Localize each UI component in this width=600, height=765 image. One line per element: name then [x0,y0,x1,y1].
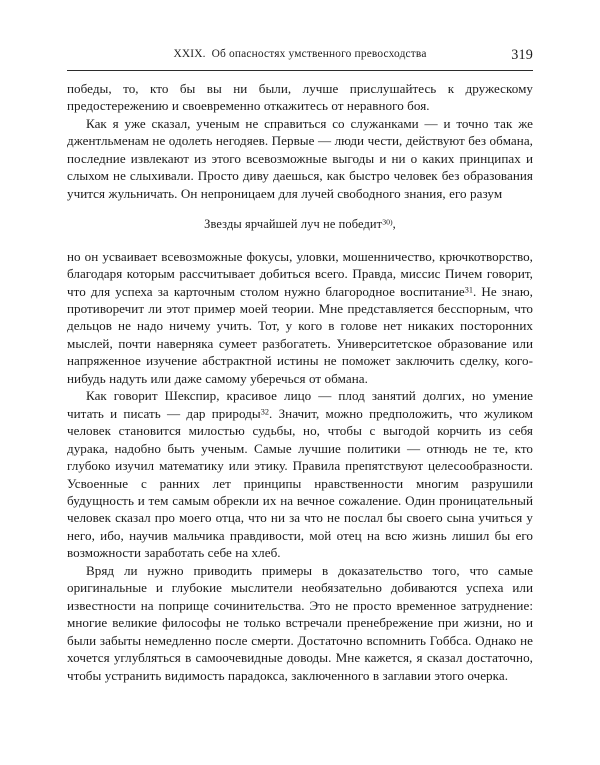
paragraph-5: Вряд ли нужно приводить примеры в доказательство того, что самые оригинальные и глубокие мыслители необязательно добиваются успеха или известности на поприще сочинительства. Это не просто временное затруднение: многие великие философы не только встречали пренебрежение при жизни, но и были забыты немедленно после смерти. Достаточно вспомнить Гоббса. Однако не хочется углубляться в самоочевидные доводы. Мне кажется, я сказал достаточно, чтобы устранить видимость парадокса, заключенного в заглавии этого очерка. [67,562,533,683]
chapter-number: XXIX. [173,48,206,60]
verse-quote [67,202,533,247]
verse-text: Звезды ярчайшей луч не победит [204,217,383,232]
running-head [67,48,533,70]
paragraph-1: победы, то, кто бы вы ни были, лучше прислушайтесь к дружескому предостережению и своевременно откажитесь от неравного боя. [67,81,533,114]
paragraph-3-part-1: но он усваивает всевозможные фокусы, уловки, мошенничество, крючкотворство, благодаря которым рассчитывает добиться всего. Правда, миссис Пичем говорит, что для успеха за карточным столом нужно благородное воспитание [67,248,533,299]
paragraph-4 [67,387,533,562]
footnote-marker-32: 32 [260,407,270,417]
page-number: 319 [511,47,533,63]
footnote-marker-30: 30) [382,217,393,227]
paragraph-4-part-1: Как говорит Шекспир, красивое лицо — плод занятий долгих, но умение читать и писать — дар природы [67,388,533,421]
paragraph-2: Как я уже сказал, ученым не справиться со служанками — и точно так же джентльменам не одолеть негодяев. Первые — люди чести, действуют без обмана, последние извлекают из этого всевозможные выгоды и ни о каких принципах и слыхом не слыхивали. Просто диву даешься, как быстро человек без образования учится жульничать. Он непроницаем для лучей свободного знания, его разум [67,115,533,201]
running-head-text [173,48,426,60]
verse-punctuation: , [392,217,396,232]
paragraph-3-part-2: . Не знаю, противоречит ли этот пример моей теории. Мне представляется бесспорным, что дельцов не надо ничему учить. Тот, у кого в голове нет никаких посторонних мыслей, почти наверняка сумеет разбогатеть. Университетское образование или напряженное изучение абстрактной истины не поможет заключить сделку, кого-нибудь надуть или даже самому уберечься от обмана. [67,283,533,386]
text-block [67,80,533,684]
footnote-marker-31: 31 [464,284,473,294]
header-rule [67,70,533,71]
chapter-title: Об опасностях умственного превосходства [211,48,427,60]
paragraph-3 [67,248,533,388]
paragraph-4-part-2: . Значит, можно предположить, что жуликом человек становится милостью судьбы, но, чтобы с выгодой корчить из себя дурака, надобно быть ученым. Самые лучшие политики — отнюдь не те, кто глубоко изучил математику или этику. Правила препятствуют целесообразности. Усвоенные с ранних лет принципы нравственности многим разрушили будущность и тем самым обрекли их на вечное сожаление. Один проницательный человек сказал про моего отца, что ни за что не послал бы своего сына учиться у него, ибо, научив мальчика правдивости, мой отец на всю жизнь лишил бы его возможности заработать себе на хлеб. [67,405,533,561]
